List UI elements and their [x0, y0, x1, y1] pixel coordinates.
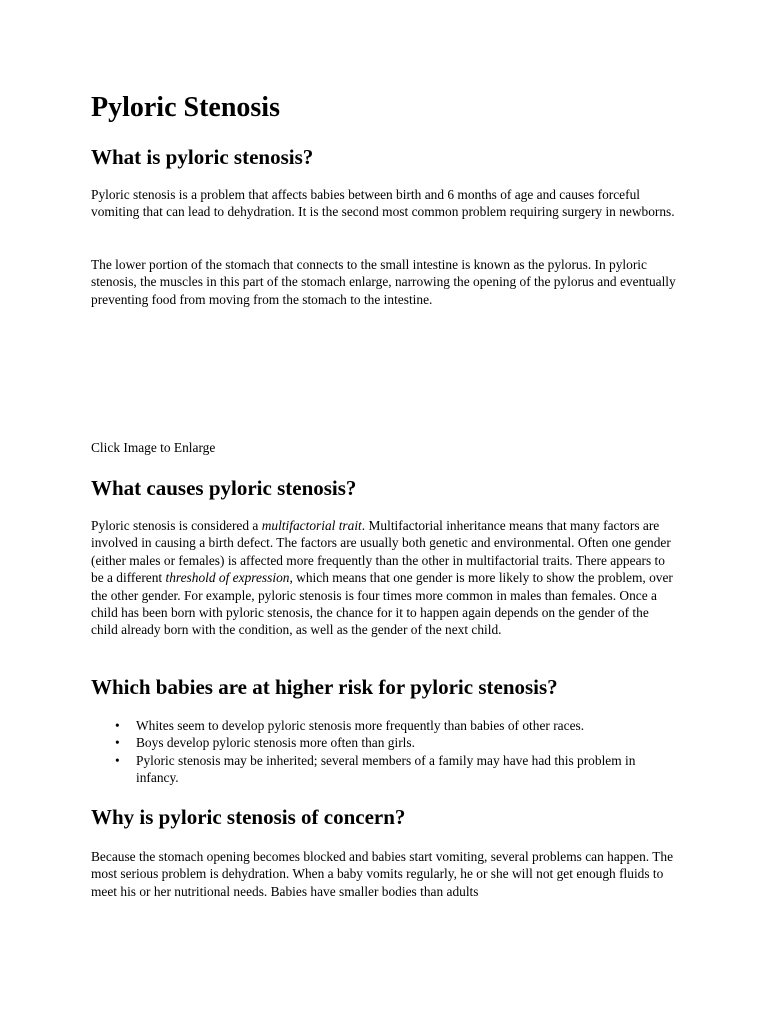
multifactorial-trait-term: multifactorial trait — [261, 518, 362, 533]
bullet-marker: • — [115, 735, 120, 751]
page-title: Pyloric Stenosis — [91, 92, 280, 123]
bullet-marker: • — [115, 752, 120, 768]
bullet-marker: • — [115, 718, 120, 733]
list-item — [115, 734, 676, 751]
paragraph-concern: Because the stomach opening becomes blocked and babies start vomiting, several problems can happen. The most serious problem is dehydration. When a baby vomits regularly, he or she will not get enough fluids to meet his or her nutritional needs. Babies have smaller bodies than adults — [91, 849, 674, 899]
causes-text-1: Pyloric stenosis is considered a — [91, 518, 262, 533]
list-item-text: Boys develop pyloric stenosis more often than girls. — [136, 735, 415, 751]
image-enlarge-link[interactable]: Click Image to Enlarge — [91, 440, 216, 455]
list-item-text: Whites seem to develop pyloric stenosis more frequently than babies of other races. — [136, 718, 585, 733]
paragraph-pylorus: The lower portion of the stomach that connects to the small intestine is known as the pylorus. In pyloric stenosis, the muscles in this part of the stomach enlarge, narrowing the opening of the pylorus and eventually preventing food from moving from the stomach to the intestine. — [91, 257, 676, 307]
risk-factor-list — [91, 717, 676, 787]
section-heading-causes: What causes pyloric stenosis? — [91, 476, 357, 500]
section-heading-concern: Why is pyloric stenosis of concern? — [91, 805, 406, 829]
stomach-image[interactable] — [91, 330, 676, 430]
list-item-text: Pyloric stenosis may be inherited; several members of a family may have had this problem in infancy. — [136, 752, 636, 786]
paragraph-definition: Pyloric stenosis is a problem that affects babies between birth and 6 months of age and causes forceful vomiting that can lead to dehydration. It is the second most common problem requiring surgery in newborns. — [91, 187, 675, 220]
paragraph-causes — [91, 517, 676, 639]
section-heading-what-is: What is pyloric stenosis? — [91, 145, 314, 169]
causes-text-2: . Multifactorial inheritance means that many factors are involved in causing a birth defect. The factors are usually both genetic and environmental. Often one gender (either males or females) is affected more frequently than the other in multifactorial traits. There appears to be a different — [91, 518, 671, 586]
threshold-of-expression-term: threshold of expression — [165, 570, 290, 586]
section-heading-risk: Which babies are at higher risk for pyloric stenosis? — [91, 675, 558, 699]
list-item — [115, 752, 676, 787]
list-item — [115, 717, 676, 734]
causes-text-3: , which means that one gender is more likely to show the problem, over the other gender. For example, pyloric stenosis is four times more common in males than females. Once a child has been born with pyloric stenosis, the chance for it to happen again depends on the gender of the child already born with the condition, as well as the gender of the next child. — [91, 570, 673, 638]
